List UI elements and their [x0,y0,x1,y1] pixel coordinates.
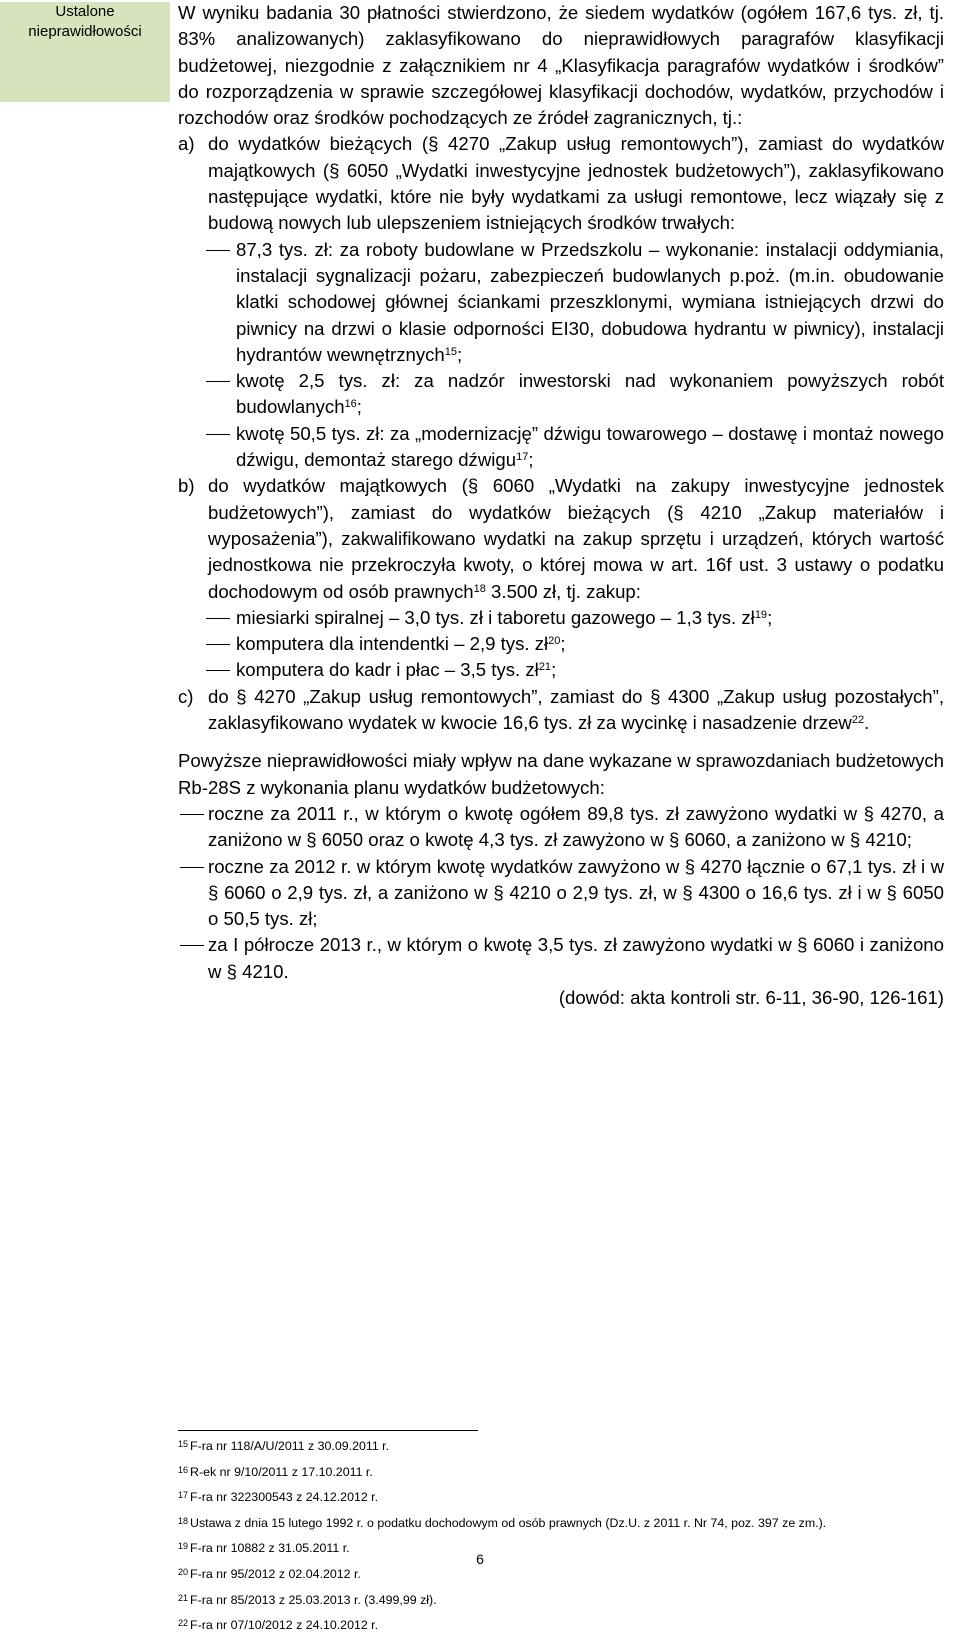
item-c-after: . [864,712,870,734]
main-text [178,0,944,1011]
footnote-number: 18 [178,1515,189,1526]
item-b-after: 3.500 zł, tj. zakup: [485,580,641,602]
footnote-ref: 19 [754,608,768,621]
item-a-sub-2 [208,368,944,421]
footnote-text: F-ra nr 85/2013 z 25.03.2013 r. (3.499,99 zł). [190,1592,437,1607]
impact-paragraph: Powyższe nieprawidłowości miały wpływ na dane wykazane w sprawozdaniach budżetowych Rb-28S z wykonania planu wydatków budżetowych: [178,750,944,798]
footnote-21 [178,1593,948,1619]
item-b-sub-2-text: komputera dla intendentki – 2,9 tys. zł [236,633,549,655]
footnote-number: 21 [178,1592,189,1603]
footnote-16 [178,1465,948,1491]
footnote-number: 20 [178,1566,189,1577]
footnote-18 [178,1516,948,1542]
dash-icon [206,434,230,435]
item-a-sub-3-text: kwotę 50,5 tys. zł: za „modernizację” dźwigu towarowego – dostawę i montaż nowego dźwigu, demontaż starego dźwigu [236,422,944,471]
footnote-text: F-ra nr 10882 z 31.05.2011 r. [190,1541,350,1556]
item-b-sub-1 [208,605,944,631]
dash-icon [180,867,204,868]
impact-point-1 [178,801,944,854]
item-b-sublist [208,605,944,684]
footnote-number: 16 [178,1464,189,1475]
dash-icon [206,381,230,382]
footnote-ref: 21 [538,661,552,674]
dash-icon [206,250,230,251]
item-b-sub-2 [208,631,944,657]
item-b-sub-3-text: komputera do kadr i płac – 3,5 tys. zł [236,659,539,681]
item-c-letter: c) [178,685,194,707]
item-a-sub-1-text: 87,3 tys. zł: za roboty budowlane w Przedszkolu – wykonanie: instalacji oddymiania, instalacji sygnalizacji pożaru, zabezpieczeń budowlanych p.poż. (m.in. obudowanie klatki schodowej głównej ściankami przeszklonymi, wymiana istniejących drzwi do piwnicy na drzwi o klasie odporności EI30, dobudowa hydrantu w piwnicy), instalacji hydrantów wewnętrznych [236,238,944,365]
footnote-text: F-ra nr 07/10/2012 z 24.10.2012 r. [190,1618,379,1633]
footnote-ref: 15 [444,345,458,358]
item-b-sub-2-after: ; [560,633,566,655]
footnote-separator [178,1430,478,1431]
footnote-20 [178,1567,948,1593]
dash-icon [206,618,230,619]
item-a-sublist [208,237,944,474]
impact-point-3-text: za I półrocze 2013 r., w którym o kwotę 3,5 tys. zł zawyżono wydatki w § 6060 i zaniżono w § 4210. [208,934,944,982]
footnote-number: 22 [178,1618,189,1629]
item-b-sub-3-after: ; [551,659,557,681]
item-a-sub-2-text: kwotę 2,5 tys. zł: za nadzór inwestorski nad wykonaniem powyższych robót budowlanych [236,370,944,418]
item-c-paragraph [208,684,944,737]
item-b-text: do wydatków majątkowych (§ 6060 „Wydatki na zakupy inwestycyjne jednostek budżetowych”), zamiast do wydatków bieżących (§ 4210 „Zakup materiałów i wyposażenia”), zakwalifikowano wydatki na zakup sprzętu i urządzeń, których wartość jednostkowa nie przekroczyła kwoty, o której mowa w art. 16f ust. 3 ustawy o podatku dochodowym od osób prawnych [208,475,944,602]
margin-label-line1: Ustalone [55,3,115,20]
margin-label-line2: nieprawidłowości [28,23,142,40]
footnote-text: F-ra nr 118/A/U/2011 z 30.09.2011 r. [190,1439,390,1453]
item-b-sub-1-text: miesiarki spiralnej – 3,0 tys. zł i taboretu gazowego – 1,3 tys. zł [236,606,755,628]
footnote-number: 19 [178,1541,189,1552]
intro-paragraph: W wyniku badania 30 płatności stwierdzono, że siedem wydatków (ogółem 167,6 tys. zł, tj. 83% analizowanych) zaklasyfikowano do nieprawidłowych paragrafów klasyfikacji budżetowej, niezgodnie z załącznikiem nr 4 „Klasyfikacja paragrafów wydatków i środków” do rozporządzenia w sprawie szczegółowej klasyfikacji dochodów, wydatków, przychodów i rozchodów oraz środków pochodzących ze źródeł zagranicznych, tj.: [178,2,944,129]
footnote-15 [178,1439,948,1465]
footnote-ref: 22 [851,714,865,727]
footnote-ref: 20 [548,635,561,648]
dash-icon [206,670,230,671]
footnote-text: F-ra nr 95/2012 z 02.04.2012 r. [190,1566,361,1581]
item-a-text: do wydatków bieżących (§ 4270 „Zakup usług remontowych”), zamiast do wydatków majątkowych (§ 6050 „Wydatki inwestycyjne jednostek budżetowych”), zaklasyfikowano następujące wydatki, które nie były wydatkami za usługi remontowe, lecz wiązały się z budową nowych lub ulepszeniem istniejących środków trwałych: [208,133,944,234]
impact-point-2 [178,854,944,933]
footnote-number: 17 [178,1490,189,1501]
item-b [178,473,944,683]
item-a-sub-3-after: ; [528,449,534,471]
item-a [178,131,944,473]
item-a-sub-1-after: ; [457,343,463,365]
item-b-sub-1-after: ; [767,606,773,628]
footnotes [178,1430,948,1644]
footnote-text: Ustawa z dnia 15 lutego 1992 r. o podatku dochodowym od osób prawnych (Dz.U. z 2011 r. Nr 74, poz. 397 ze zm.). [190,1515,827,1530]
spacer [178,736,944,748]
footnote-22 [178,1618,948,1644]
item-b-paragraph [208,473,944,604]
impact-point-1-text: roczne za 2011 r., w którym o kwotę ogółem 89,8 tys. zł zawyżono wydatki w § 4270, a zaniżono w § 6050 oraz o kwotę 4,3 tys. zł zawyżono w § 6060, a zaniżono w § 4210; [208,802,944,851]
proof-reference: (dowód: akta kontroli str. 6-11, 36-90, 126-161) [558,986,944,1008]
page-number: 6 [476,1551,484,1567]
item-a-sub-1 [208,237,944,368]
dash-icon [180,814,204,815]
item-a-sub-3 [208,421,944,474]
impact-point-3 [178,932,944,985]
item-b-letter: b) [178,475,195,497]
footnote-ref: 17 [516,451,529,464]
footnote-text: R-ek nr 9/10/2011 z 17.10.2011 r. [190,1464,373,1479]
footnote-ref: 18 [473,582,486,595]
footnote-number: 15 [178,1439,189,1449]
footnote-text: F-ra nr 322300543 z 24.12.2012 r. [190,1490,379,1505]
item-a-sub-2-after: ; [356,396,362,418]
item-b-sub-3 [208,657,944,683]
item-c-text: do § 4270 „Zakup usług remontowych”, zamiast do § 4300 „Zakup usług pozostałych”, zaklasyfikowano wydatek w kwocie 16,6 tys. zł za wycinkę i nasadzenie drzew [208,685,944,734]
item-a-letter: a) [178,133,195,155]
impact-point-2-text: roczne za 2012 r. w którym kwotę wydatków zawyżono w § 4270 łącznie o 67,1 tys. zł i w § 6060 o 2,9 tys. zł, a zaniżono w § 4210 o 2,9 tys. zł, w § 4300 o 16,6 tys. zł i w § 6050 o 50,5 tys. zł; [208,855,944,930]
item-c [178,684,944,737]
footnote-ref: 16 [344,398,357,411]
margin-label [0,2,170,102]
dash-icon [206,644,230,645]
dash-icon [180,945,204,946]
footnote-17 [178,1490,948,1516]
